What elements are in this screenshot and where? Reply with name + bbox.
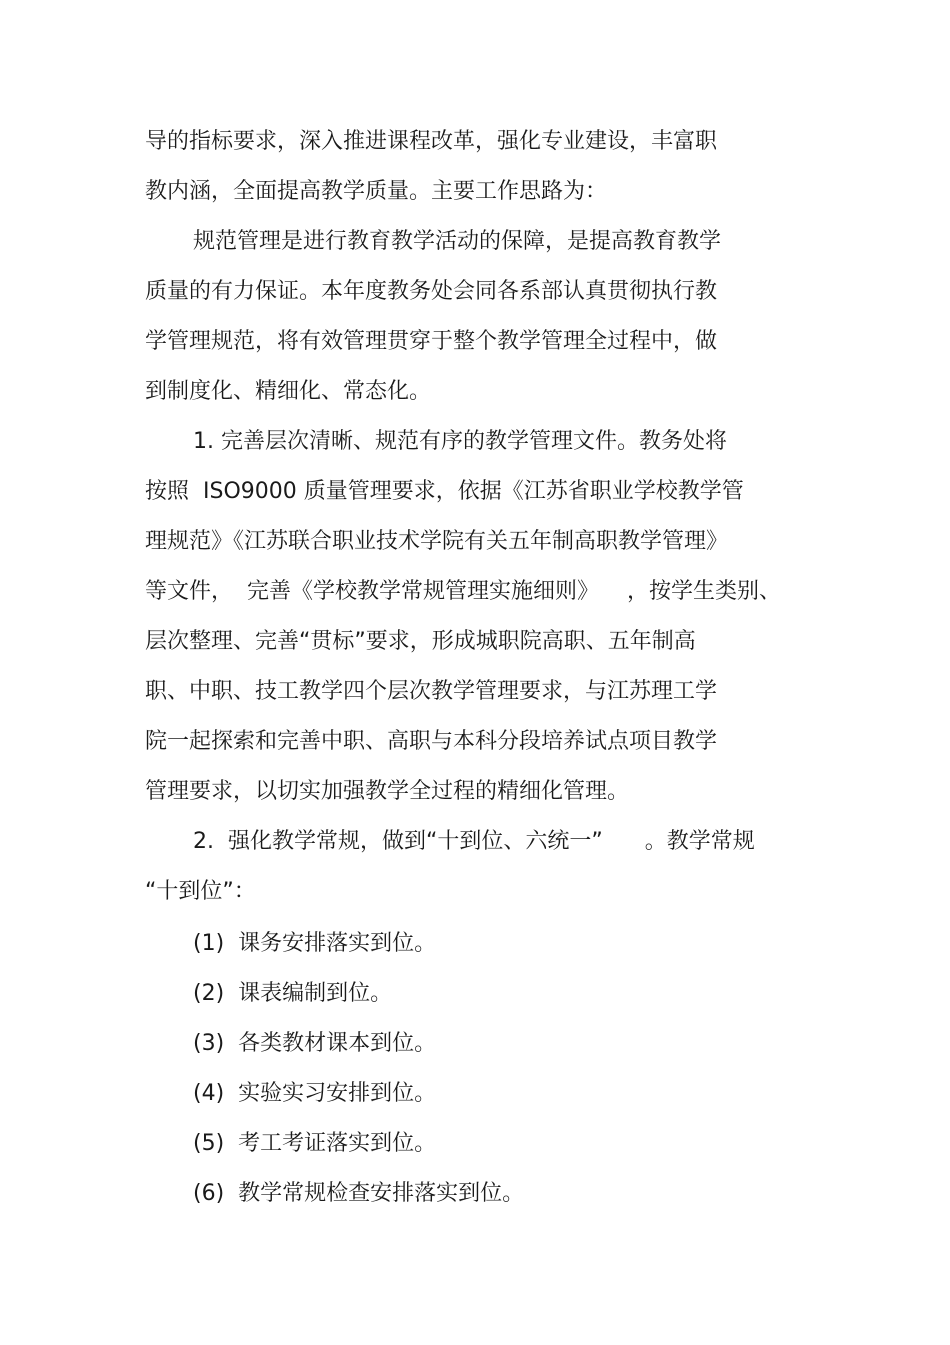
paragraph-first-line: 2. 强化教学常规，做到“十到位、六统一” 。教学常规 xyxy=(193,829,755,854)
list-item: (6) 教学常规检查安排落实到位。 xyxy=(193,1181,525,1206)
text-line: 质量的有力保证。本年度教务处会同各系部认真贯彻执行教 xyxy=(145,279,718,304)
list-item: (3) 各类教材课本到位。 xyxy=(193,1031,437,1056)
text-line: 管理要求，以切实加强教学全过程的精细化管理。 xyxy=(145,779,630,804)
paragraph-first-line: 规范管理是进行教育教学活动的保障，是提高教育教学 xyxy=(193,229,722,254)
text-line: 职、中职、技工教学四个层次教学管理要求，与江苏理工学 xyxy=(145,679,718,704)
text-line: 等文件， 完善《学校教学常规管理实施细则》 ，按学生类别、 xyxy=(145,579,781,604)
text-line: “十到位”： xyxy=(145,879,256,904)
paragraph-first-line: 1. 完善层次清晰、规范有序的教学管理文件。教务处将 xyxy=(193,429,727,454)
list-item: (1) 课务安排落实到位。 xyxy=(193,931,437,956)
text-line: 理规范》《江苏联合职业技术学院有关五年制高职教学管理》 xyxy=(145,529,729,554)
text-line: 到制度化、精细化、常态化。 xyxy=(145,379,432,404)
text-line: 按照 ISO9000 质量管理要求，依据《江苏省职业学校教学管 xyxy=(145,479,744,504)
text-line: 导的指标要求，深入推进课程改革，强化专业建设，丰富职 xyxy=(145,129,718,154)
list-item: (2) 课表编制到位。 xyxy=(193,981,393,1006)
text-line: 院一起探索和完善中职、高职与本科分段培养试点项目教学 xyxy=(145,729,718,754)
text-line: 教内涵，全面提高教学质量。主要工作思路为： xyxy=(145,179,608,204)
text-line: 层次整理、完善“贯标”要求，形成城职院高职、五年制高 xyxy=(145,629,696,654)
list-item: (4) 实验实习安排到位。 xyxy=(193,1081,437,1106)
list-item: (5) 考工考证落实到位。 xyxy=(193,1131,437,1156)
text-line: 学管理规范，将有效管理贯穿于整个教学管理全过程中，做 xyxy=(145,329,718,354)
